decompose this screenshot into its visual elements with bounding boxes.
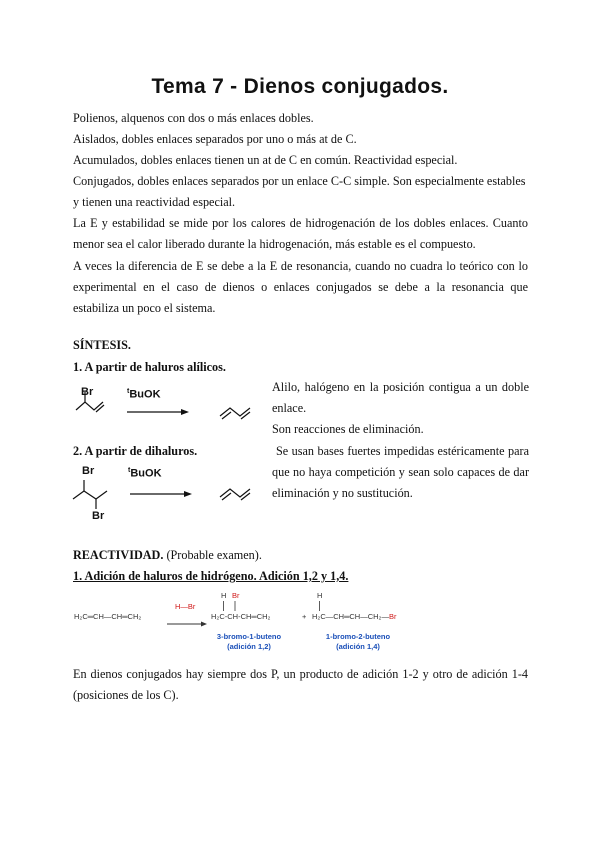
- method2-heading: 2. A partir de dihaluros.: [73, 444, 198, 458]
- br-label-1: Br: [81, 386, 94, 398]
- reagent-1-text: BuOK: [129, 388, 161, 401]
- reagent-2-text: BuOK: [130, 467, 162, 480]
- br-label-2-top: Br: [82, 465, 95, 477]
- arrow-3-svg: [167, 621, 207, 627]
- product1-formula: H₂C-CH-CH═CH₂: [211, 612, 271, 621]
- br-label-2-bottom: Br: [92, 510, 105, 522]
- reactant-formula: H₂C═CH—CH═CH₂: [74, 612, 142, 621]
- method1-note-1: Alilo, halógeno en la posición contigua a un doble enlace.: [272, 380, 529, 415]
- butadiene-2-svg: [218, 483, 268, 501]
- product2-h-label: H: [317, 591, 323, 600]
- sintesis-heading: SÍNTESIS.: [73, 338, 131, 352]
- reactividad-heading: REACTIVIDAD.: [73, 548, 164, 562]
- resonancia-paragraph: A veces la diferencia de E se debe a la E de resonancia, cuando no cuadra lo teórico con lo experimental en el caso de dienos o enlaces conjugados se debe a la resonancia que estabiliza un poco el sistema.: [73, 259, 528, 315]
- product1-type: (adición 1,2): [227, 642, 271, 651]
- product1-h-label: H: [221, 591, 227, 600]
- reagent-1-sup: t: [127, 388, 130, 395]
- butadiene-product-2: [218, 483, 268, 506]
- estabilidad-paragraph: La E y estabilidad se mide por los calores de hidrogenación de los dobles enlaces. Cuanto menor sea el calor liberado durante la hidrogenación, más estable es el compuesto.: [73, 216, 528, 251]
- reactividad-heading-line: [73, 545, 262, 566]
- reaction-arrow-2: [130, 485, 192, 503]
- page-title: Tema 7 - Dienos conjugados.: [151, 75, 449, 98]
- adicion-heading: 1. Adición de haluros de hidrógeno. Adición 1,2 y 1,4.: [73, 569, 349, 583]
- arrow-2-svg: [130, 490, 192, 498]
- butadiene-1-svg: [218, 402, 268, 420]
- product2-formula-start: H₂C—CH═CH—CH₂—: [312, 612, 389, 621]
- reagent-2: [128, 467, 162, 480]
- product2-formula: [312, 612, 396, 621]
- product1-name: 3-bromo-1-buteno: [216, 632, 282, 641]
- conjugados-text-2: y tienen una reactividad especial.: [73, 195, 236, 209]
- method1-note-2: Son reacciones de eliminación.: [272, 422, 424, 436]
- hbr-reagent: H—Br: [175, 602, 196, 611]
- product1-br-label: Br: [232, 591, 240, 600]
- polienos-text: Polienos, alquenos con dos o más enlaces dobles.: [73, 111, 314, 125]
- dibromide-svg: [70, 477, 130, 511]
- conclusion-paragraph: En dienos conjugados hay siempre dos P, un producto de adición 1-2 y otro de adición 1-4 (posiciones de los C).: [73, 667, 528, 702]
- reagent-1: [127, 388, 161, 401]
- arrow-1-svg: [127, 408, 189, 416]
- plus-sign: +: [302, 612, 307, 621]
- aislados-text: Aislados, dobles enlaces separados por uno o más at de C.: [73, 132, 357, 146]
- butadiene-product-1: [218, 402, 268, 425]
- product2-name: 1-bromo-2-buteno: [325, 632, 391, 641]
- method1-heading: 1. A partir de haluros alílicos.: [73, 360, 226, 374]
- reagent-2-sup: t: [128, 467, 131, 474]
- conjugados-text-1: Conjugados, dobles enlaces separados por un enlace C-C simple. Son especialmente estables: [73, 174, 526, 188]
- acumulados-text: Acumulados, dobles enlaces tienen un at de C en común. Reactividad especial.: [73, 153, 458, 167]
- dibromide-structure: [70, 477, 130, 511]
- product2-br: Br: [388, 612, 397, 621]
- product2-type: (adición 1,4): [336, 642, 380, 651]
- reaction-arrow-1: [127, 403, 189, 421]
- reactividad-note: (Probable examen).: [166, 548, 262, 562]
- reaction-arrow-3: [167, 614, 207, 632]
- method2-note: Se usan bases fuertes impedidas estéricamente para que no haya competición y sean solo capaces de dar eliminación y no sustitución.: [272, 444, 529, 500]
